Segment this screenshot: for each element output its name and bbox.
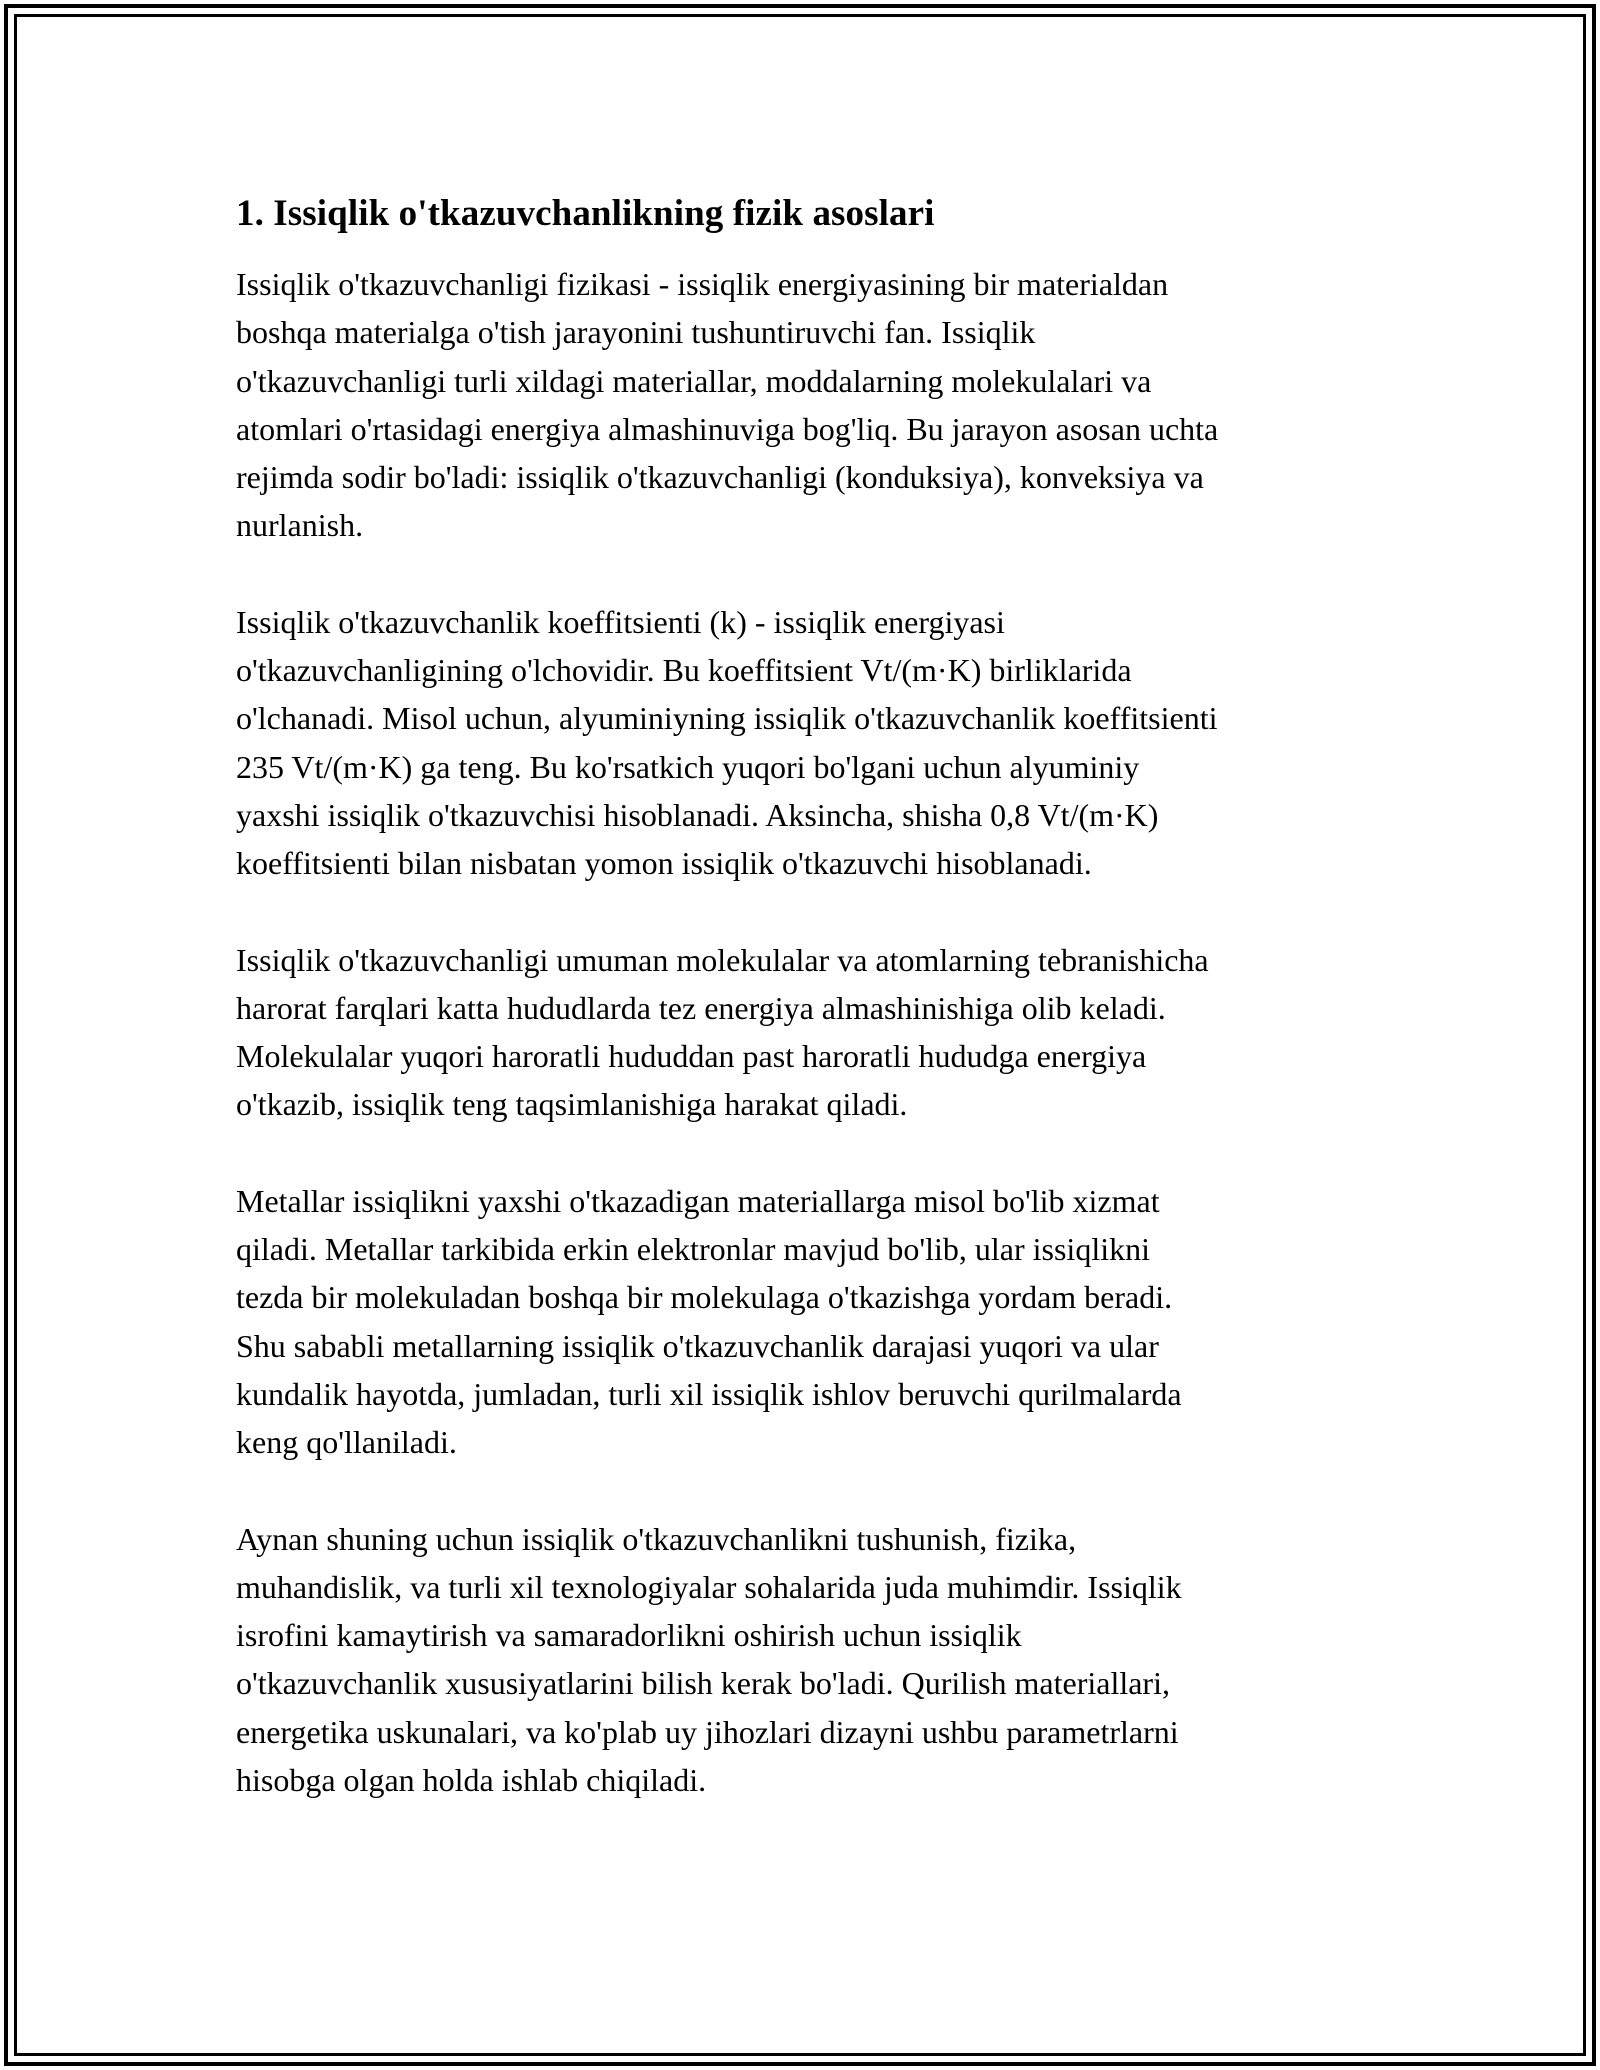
text-line: isrofini kamaytirish va samaradorlikni oshirish uchun issiqlik [236,1617,1022,1654]
text-line: boshqa materialga o'tish jarayonini tushuntiruvchi fan. Issiqlik [236,314,1036,351]
paragraph-4 [236,1177,1376,1467]
text-line: Aynan shuning uchun issiqlik o'tkazuvchanlikni tushunish, fizika, [236,1520,1077,1557]
text-line: muhandislik, va turli xil texnologiyalar sohalarida juda muhimdir. Issiqlik [236,1568,1182,1605]
text-line: o'lchanadi. Misol uchun, alyuminiyning issiqlik o'tkazuvchanlik koeffitsienti [236,700,1218,737]
text-line: Shu sababli metallarning issiqlik o'tkazuvchanlik darajasi yuqori va ular [236,1327,1159,1364]
text-line: Issiqlik o'tkazuvchanligi fizikasi - issiqlik energiyasining bir materialdan [236,266,1169,302]
text-line: Molekulalar yuqori haroratli hududdan past haroratli hududga energiya [236,1038,1147,1075]
text-line: Metallar issiqlikni yaxshi o'tkazadigan materiallarga misol bo'lib xizmat [236,1182,1160,1219]
text-line: keng qo'llaniladi. [236,1424,457,1461]
text-line: qiladi. Metallar tarkibida erkin elektronlar mavjud bo'lib, ular issiqlikni [236,1231,1150,1268]
text-line: hisobga olgan holda ishlab chiqiladi. [236,1762,707,1799]
text-line: tezda bir molekuladan boshqa bir molekulaga o'tkazishga yordam beradi. [236,1279,1173,1316]
text-line: rejimda sodir bo'ladi: issiqlik o'tkazuvchanligi (konduksiya), konveksiya va [236,459,1204,496]
document-body [236,190,1376,1852]
text-line: o'tkazuvchanligi turli xildagi materiallar, moddalarning molekulalari va [236,362,1152,399]
text-line: o'tkazuvchanlik xususiyatlarini bilish kerak bo'ladi. Qurilish materiallari, [236,1665,1170,1702]
paragraph-3 [236,936,1376,1129]
paragraph-2 [236,598,1376,888]
text-line: harorat farqlari katta hududlarda tez energiya almashinishiga olib keladi. [236,989,1166,1026]
text-line: energetika uskunalari, va ko'plab uy jihozlari dizayni ushbu parametrlarni [236,1713,1179,1750]
paragraph-5 [236,1515,1376,1805]
text-line: nurlanish. [236,507,364,544]
text-line: atomlari o'rtasidagi energiya almashinuviga bog'liq. Bu jarayon asosan uchta [236,410,1219,447]
text-line: yaxshi issiqlik o'tkazuvchisi hisoblanadi. Aksincha, shisha 0,8 Vt/(m·K) [236,796,1159,833]
section-heading: 1. Issiqlik o'tkazuvchanlikning fizik asoslari [236,193,935,234]
text-line: Issiqlik o'tkazuvchanlik koeffitsienti (k) - issiqlik energiyasi [236,603,1005,640]
text-line: kundalik hayotda, jumladan, turli xil issiqlik ishlov beruvchi qurilmalarda [236,1375,1182,1412]
paragraph-1 [236,260,1376,550]
text-line: 235 Vt/(m·K) ga teng. Bu ko'rsatkich yuqori bo'lgani uchun alyuminiy [236,748,1140,785]
text-line: o'tkazuvchanligining o'lchovidir. Bu koeffitsient Vt/(m·K) birliklarida [236,652,1132,689]
text-line: koeffitsienti bilan nisbatan yomon issiqlik o'tkazuvchi hisoblanadi. [236,845,1092,882]
paragraph-list [236,260,1376,1804]
text-line: Issiqlik o'tkazuvchanligi umuman molekulalar va atomlarning tebranishicha [236,941,1209,978]
text-line: o'tkazib, issiqlik teng taqsimlanishiga harakat qiladi. [236,1086,908,1123]
